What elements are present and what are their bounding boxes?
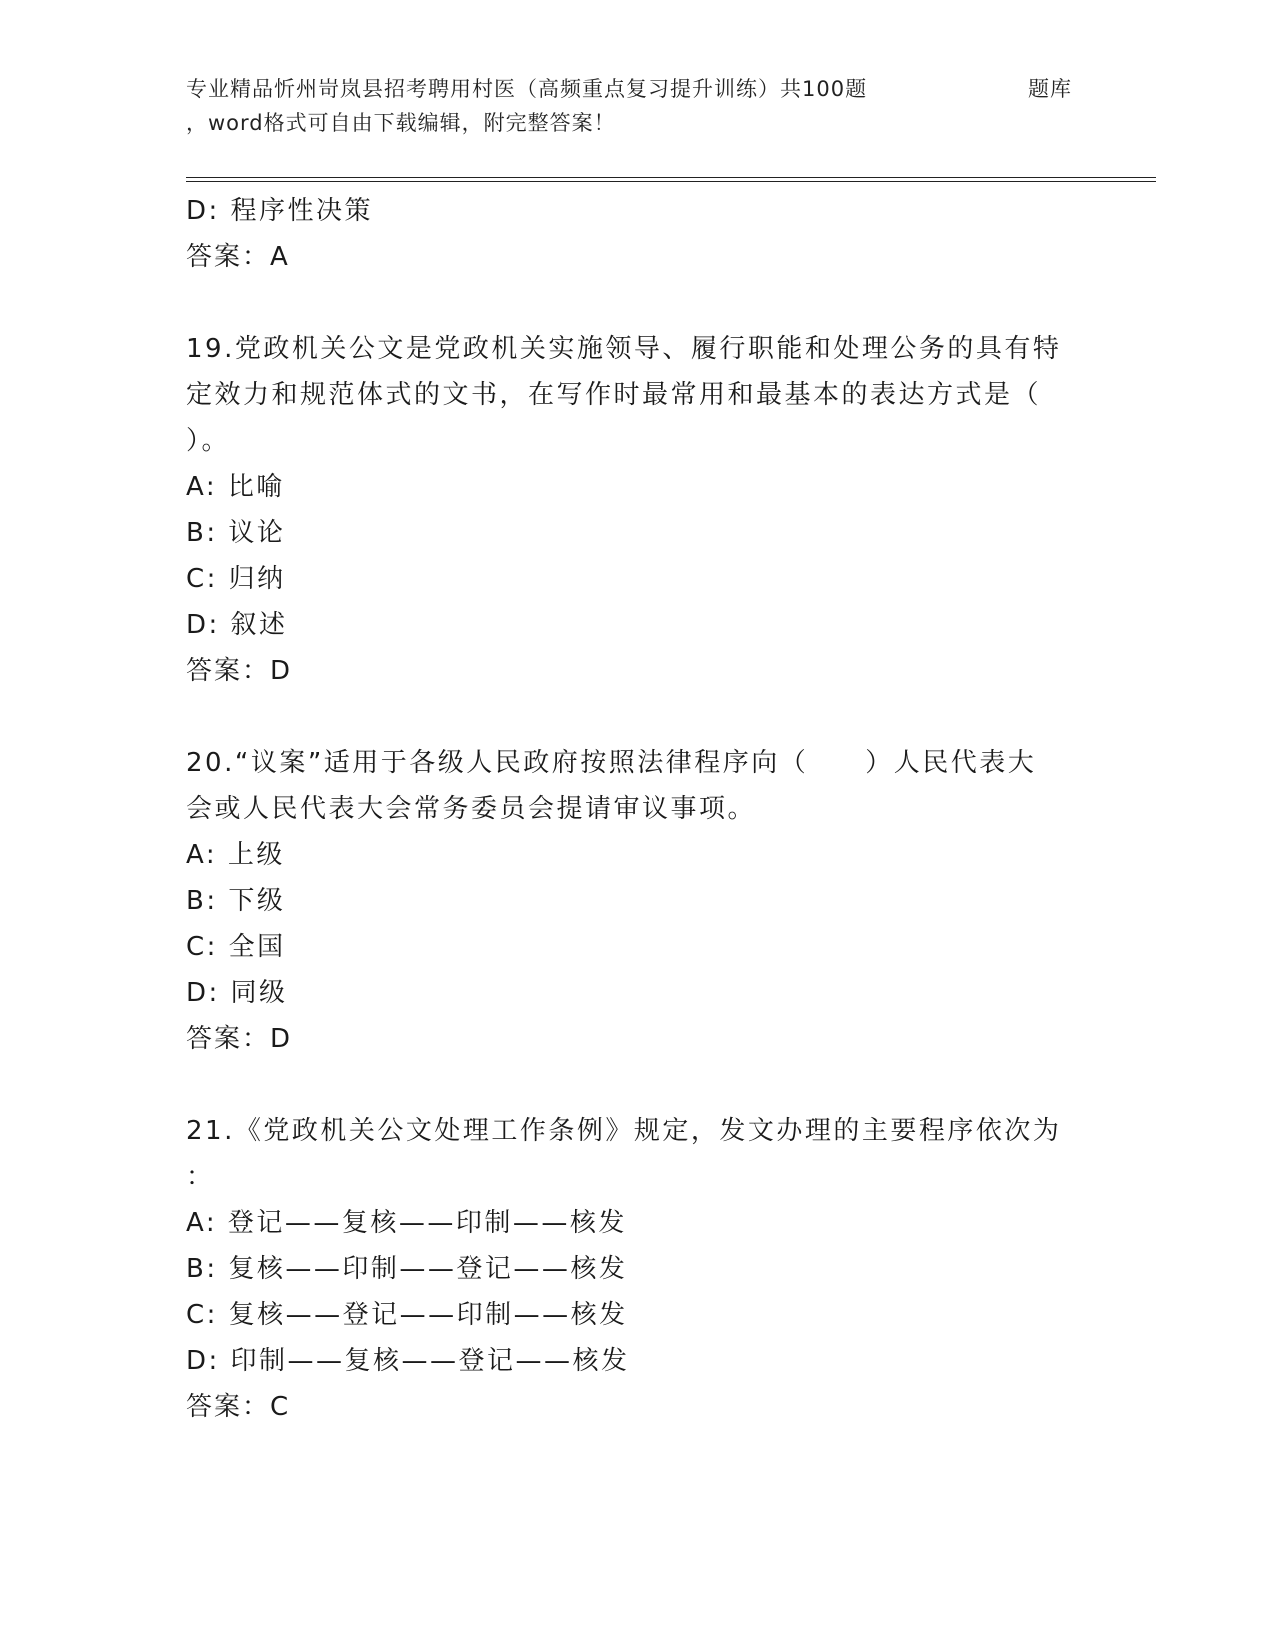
option-b: B: 下级 — [186, 886, 286, 916]
question-19 — [186, 326, 1066, 694]
spacer — [186, 280, 1066, 326]
prev-option-d: D: 程序性决策 — [186, 196, 374, 226]
question-21 — [186, 1108, 1066, 1430]
header-divider-bottom — [186, 181, 1156, 182]
question-stem-line: ）。 — [186, 426, 231, 456]
page-header — [186, 72, 1086, 140]
spacer — [186, 1062, 1066, 1108]
option-c: C: 归纳 — [186, 564, 286, 594]
question-stem-line: 20.“议案”适用于各级人民政府按照法律程序向（ ）人民代表大 — [186, 748, 1037, 778]
option-b: B: 复核——印制——登记——核发 — [186, 1254, 628, 1284]
option-d: D: 同级 — [186, 978, 288, 1008]
option-c: C: 全国 — [186, 932, 286, 962]
answer: 答案：D — [186, 656, 293, 686]
question-stem-line: 21.《党政机关公文处理工作条例》规定，发文办理的主要程序依次为 — [186, 1116, 1062, 1146]
option-b: B: 议论 — [186, 518, 286, 548]
answer: 答案：D — [186, 1024, 293, 1054]
question-content — [186, 188, 1066, 1430]
option-d: D: 印制——复核——登记——核发 — [186, 1346, 630, 1376]
question-stem-line: ： — [186, 1162, 215, 1192]
option-a: A: 登记——复核——印制——核发 — [186, 1208, 627, 1238]
option-a: A: 比喻 — [186, 472, 285, 502]
header-divider-top — [186, 177, 1156, 178]
question-stem-line: 会或人民代表大会常务委员会提请审议事项。 — [186, 794, 757, 824]
option-a: A: 上级 — [186, 840, 285, 870]
spacer — [186, 694, 1066, 740]
question-stem-line: 19.党政机关公文是党政机关实施领导、履行职能和处理公务的具有特 — [186, 334, 1062, 364]
option-d: D: 叙述 — [186, 610, 288, 640]
question-20 — [186, 740, 1066, 1062]
header-subtitle: ，word格式可自由下载编辑，附完整答案！ — [186, 111, 616, 135]
option-c: C: 复核——登记——印制——核发 — [186, 1300, 628, 1330]
question-stem-line: 定效力和规范体式的文书，在写作时最常用和最基本的表达方式是（ — [186, 380, 1042, 410]
prev-answer: 答案：A — [186, 242, 290, 272]
header-tag: 题库 — [1028, 77, 1072, 101]
header-title: 专业精品忻州岢岚县招考聘用村医（高频重点复习提升训练）共100题 — [186, 77, 868, 101]
answer: 答案：C — [186, 1392, 291, 1422]
